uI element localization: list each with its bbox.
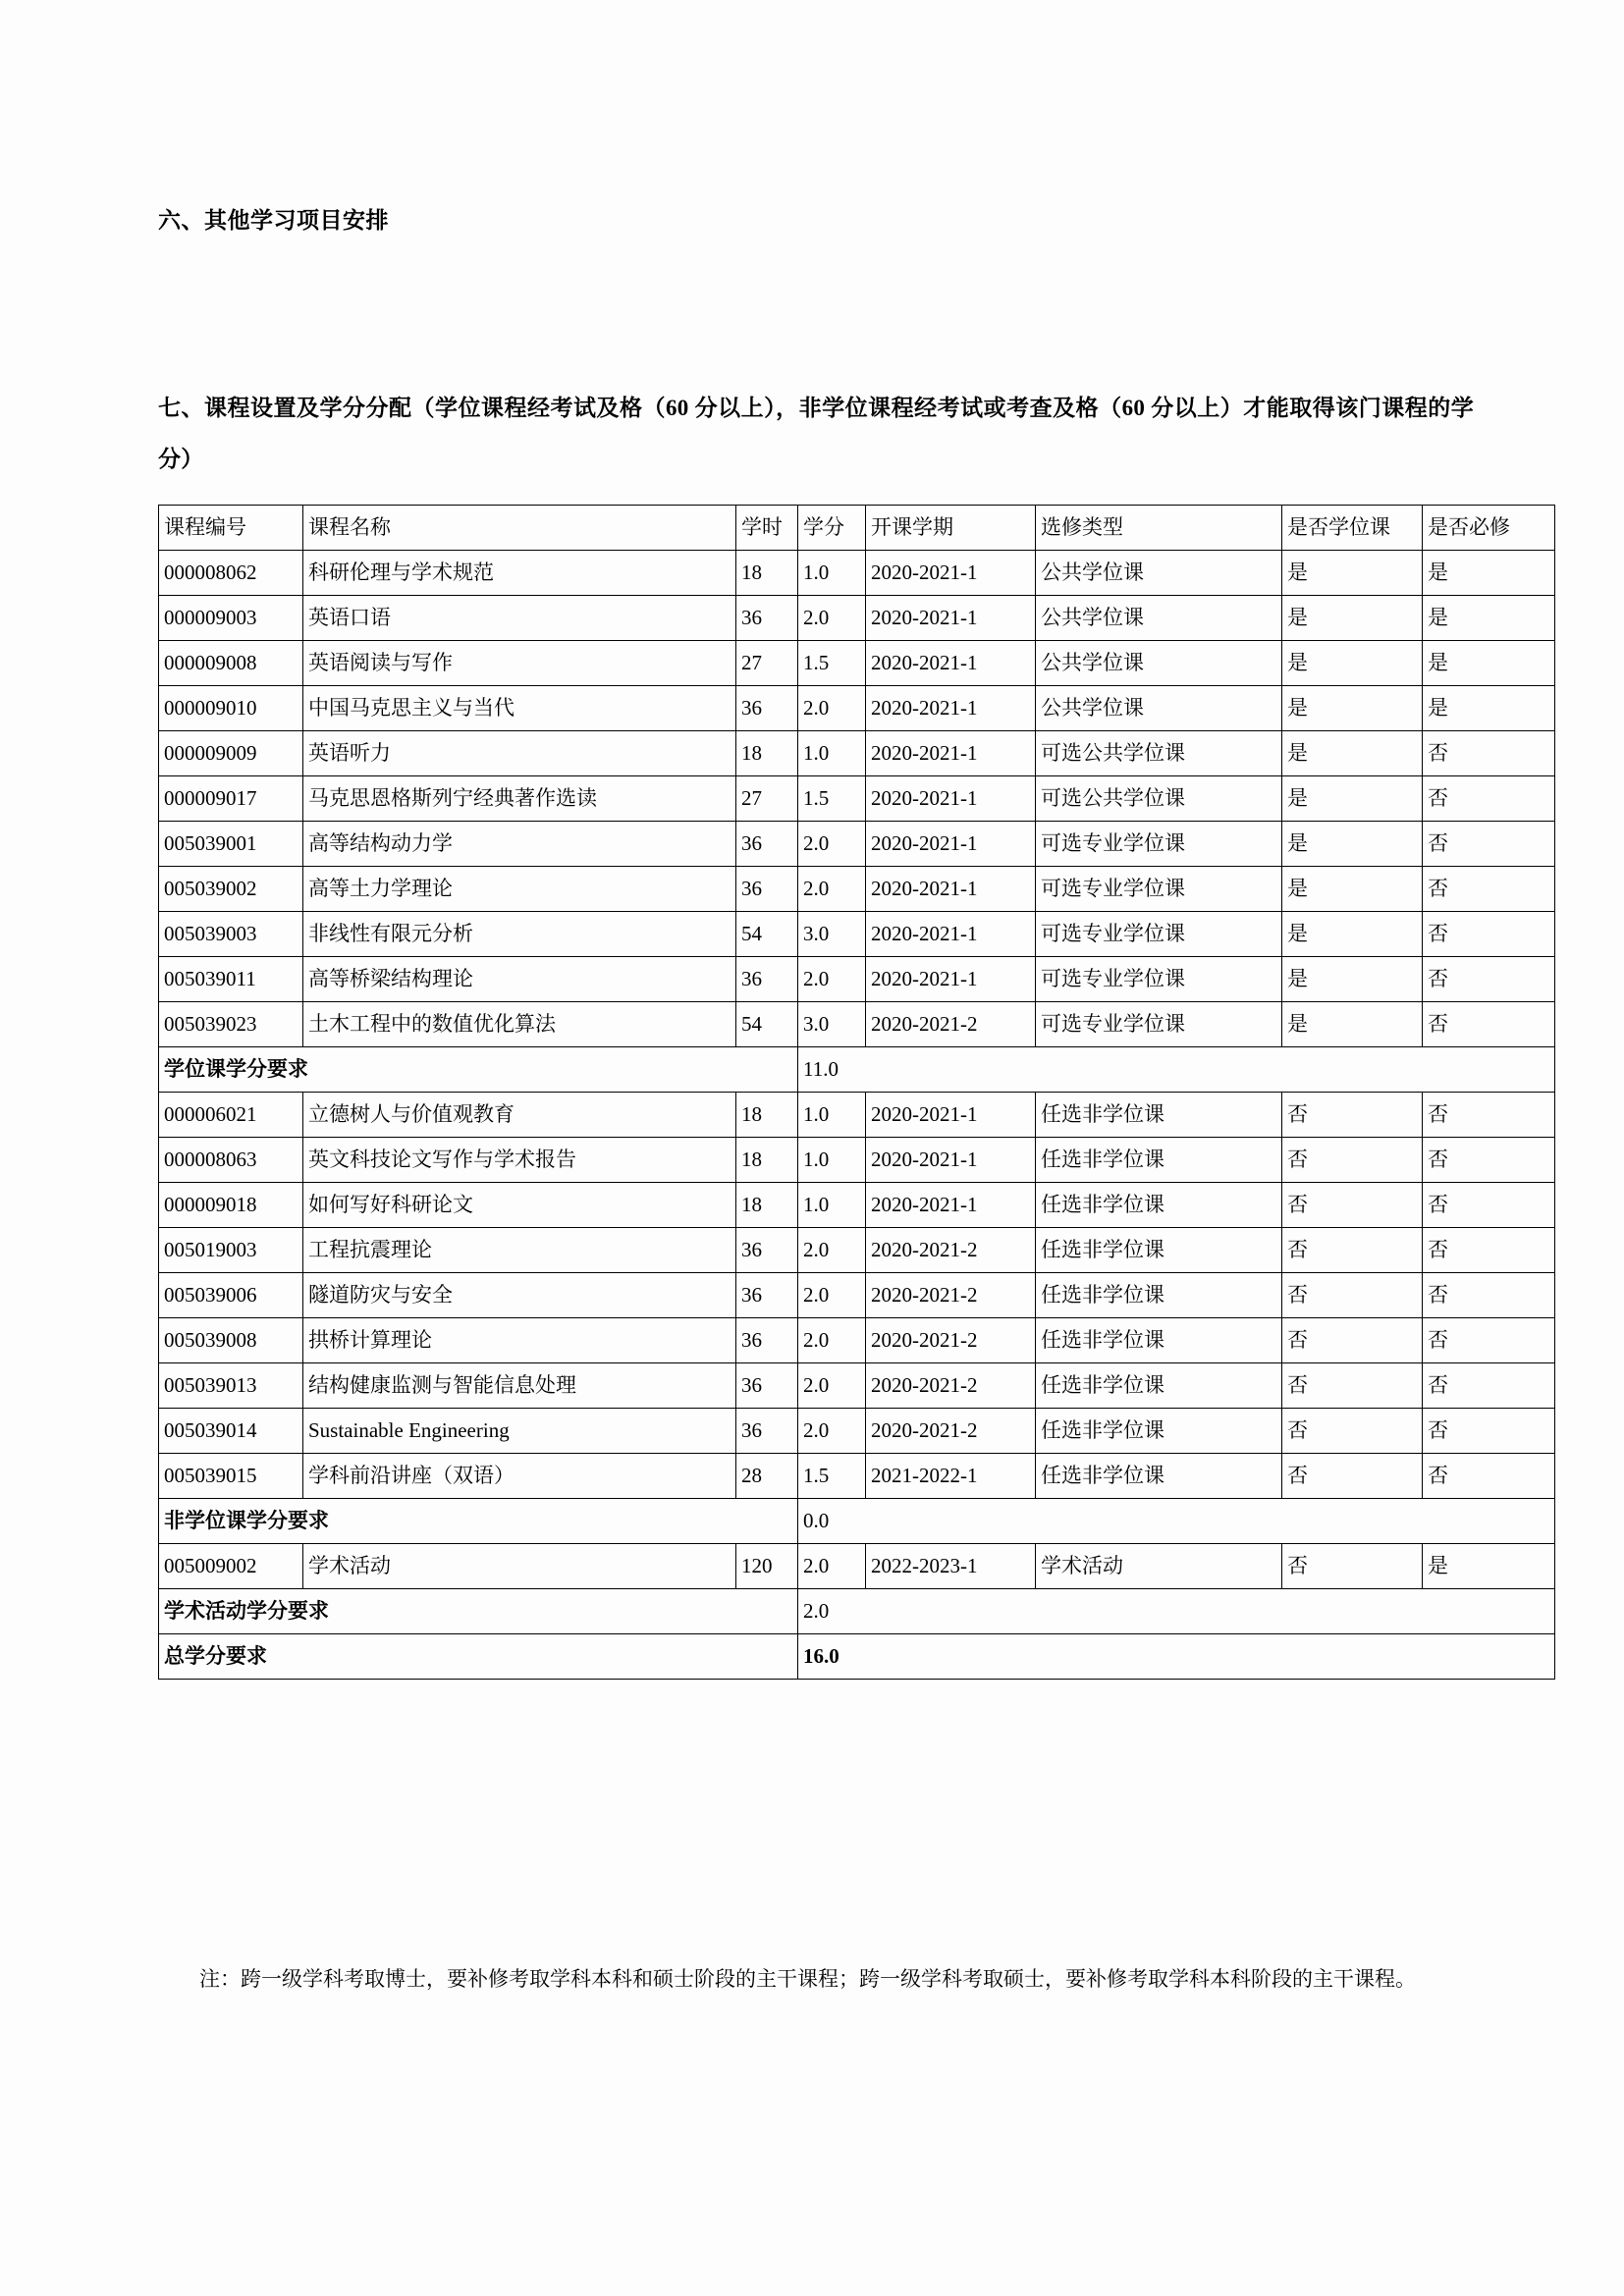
course-term: 2020-2021-2	[866, 1409, 1036, 1454]
course-credits: 1.0	[798, 1093, 866, 1138]
column-header-course-type: 选修类型	[1036, 506, 1282, 551]
is-required-course: 是	[1423, 596, 1555, 641]
table-row	[159, 1273, 1555, 1318]
is-required-course: 否	[1423, 1454, 1555, 1499]
table-row	[159, 776, 1555, 822]
course-term: 2020-2021-1	[866, 912, 1036, 957]
course-type: 任选非学位课	[1036, 1363, 1282, 1409]
course-code: 005039013	[159, 1363, 303, 1409]
course-hours: 36	[736, 867, 798, 912]
table-row	[159, 1138, 1555, 1183]
course-type: 学术活动	[1036, 1544, 1282, 1589]
is-required-course: 否	[1423, 776, 1555, 822]
course-credits: 2.0	[798, 1318, 866, 1363]
course-code: 005019003	[159, 1228, 303, 1273]
course-term: 2020-2021-1	[866, 596, 1036, 641]
is-degree-course: 否	[1282, 1183, 1423, 1228]
course-type: 公共学位课	[1036, 551, 1282, 596]
is-required-course: 是	[1423, 686, 1555, 731]
course-hours: 36	[736, 1363, 798, 1409]
course-hours: 54	[736, 1002, 798, 1047]
is-degree-course: 否	[1282, 1363, 1423, 1409]
table-row	[159, 1454, 1555, 1499]
is-degree-course: 是	[1282, 912, 1423, 957]
course-type: 任选非学位课	[1036, 1093, 1282, 1138]
course-type: 可选公共学位课	[1036, 776, 1282, 822]
is-required-course: 否	[1423, 912, 1555, 957]
course-credits: 3.0	[798, 912, 866, 957]
column-header-course-code: 课程编号	[159, 506, 303, 551]
is-required-course: 否	[1423, 957, 1555, 1002]
course-credits: 2.0	[798, 596, 866, 641]
course-name: 马克思恩格斯列宁经典著作选读	[303, 776, 736, 822]
is-required-course: 是	[1423, 551, 1555, 596]
course-hours: 120	[736, 1544, 798, 1589]
course-name: 高等土力学理论	[303, 867, 736, 912]
course-term: 2020-2021-1	[866, 686, 1036, 731]
course-type: 任选非学位课	[1036, 1454, 1282, 1499]
course-term: 2020-2021-2	[866, 1273, 1036, 1318]
table-row	[159, 551, 1555, 596]
course-term: 2020-2021-1	[866, 641, 1036, 686]
table-row	[159, 641, 1555, 686]
is-degree-course: 否	[1282, 1093, 1423, 1138]
course-name: 土木工程中的数值优化算法	[303, 1002, 736, 1047]
course-credits: 1.5	[798, 1454, 866, 1499]
course-term: 2020-2021-1	[866, 731, 1036, 776]
course-name: 中国马克思主义与当代	[303, 686, 736, 731]
course-name: 高等结构动力学	[303, 822, 736, 867]
is-required-course: 否	[1423, 1273, 1555, 1318]
course-name: 英语口语	[303, 596, 736, 641]
table-header-row	[159, 506, 1555, 551]
credit-requirement-label: 学位课学分要求	[159, 1047, 798, 1093]
column-header-course-credits: 学分	[798, 506, 866, 551]
course-term: 2020-2021-1	[866, 822, 1036, 867]
is-degree-course: 否	[1282, 1273, 1423, 1318]
section-seven-heading: 七、课程设置及学分分配（学位课程经考试及格（60 分以上），非学位课程经考试或考查及格（60 分以上）才能取得该门课程的学分）	[158, 396, 1474, 471]
course-credits: 2.0	[798, 1409, 866, 1454]
table-row	[159, 596, 1555, 641]
course-credits: 2.0	[798, 957, 866, 1002]
is-degree-course: 否	[1282, 1544, 1423, 1589]
course-code: 005039006	[159, 1273, 303, 1318]
course-code: 000008063	[159, 1138, 303, 1183]
course-type: 可选专业学位课	[1036, 867, 1282, 912]
course-credits: 2.0	[798, 1273, 866, 1318]
is-degree-course: 否	[1282, 1228, 1423, 1273]
credit-requirement-row	[159, 1047, 1555, 1093]
credit-requirement-value: 2.0	[798, 1589, 1555, 1634]
course-credits: 1.0	[798, 551, 866, 596]
course-type: 公共学位课	[1036, 686, 1282, 731]
footer-note: 注：跨一级学科考取博士，要补修考取学科本科和硕士阶段的主干课程；跨一级学科考取硕士，要补修考取学科本科阶段的主干课程。	[199, 1967, 1416, 1991]
course-hours: 54	[736, 912, 798, 957]
course-credits: 2.0	[798, 1363, 866, 1409]
course-term: 2020-2021-1	[866, 1093, 1036, 1138]
course-credits: 1.5	[798, 776, 866, 822]
course-name: 学术活动	[303, 1544, 736, 1589]
course-type: 任选非学位课	[1036, 1273, 1282, 1318]
course-hours: 18	[736, 1183, 798, 1228]
course-credits: 2.0	[798, 1228, 866, 1273]
credit-requirement-row	[159, 1499, 1555, 1544]
table-row	[159, 867, 1555, 912]
table-row	[159, 1318, 1555, 1363]
course-hours: 36	[736, 596, 798, 641]
course-code: 000009008	[159, 641, 303, 686]
course-name: 高等桥梁结构理论	[303, 957, 736, 1002]
course-term: 2020-2021-1	[866, 1183, 1036, 1228]
course-hours: 36	[736, 1228, 798, 1273]
course-hours: 36	[736, 822, 798, 867]
credit-requirement-value: 0.0	[798, 1499, 1555, 1544]
course-credits: 2.0	[798, 1544, 866, 1589]
is-degree-course: 是	[1282, 776, 1423, 822]
course-code: 005039023	[159, 1002, 303, 1047]
table-row	[159, 731, 1555, 776]
course-type: 公共学位课	[1036, 596, 1282, 641]
table-row	[159, 1409, 1555, 1454]
course-code: 000009018	[159, 1183, 303, 1228]
course-credits: 2.0	[798, 867, 866, 912]
table-row	[159, 822, 1555, 867]
course-hours: 18	[736, 731, 798, 776]
total-credits-row	[159, 1634, 1555, 1680]
credit-requirement-value: 11.0	[798, 1047, 1555, 1093]
course-type: 任选非学位课	[1036, 1138, 1282, 1183]
course-name: 工程抗震理论	[303, 1228, 736, 1273]
course-hours: 36	[736, 686, 798, 731]
is-required-course: 否	[1423, 1409, 1555, 1454]
course-credits: 1.0	[798, 731, 866, 776]
course-code: 005039015	[159, 1454, 303, 1499]
course-name: 拱桥计算理论	[303, 1318, 736, 1363]
course-term: 2020-2021-1	[866, 867, 1036, 912]
is-degree-course: 是	[1282, 551, 1423, 596]
course-name: 隧道防灾与安全	[303, 1273, 736, 1318]
course-table	[158, 505, 1555, 1680]
course-name: 非线性有限元分析	[303, 912, 736, 957]
course-name: 学科前沿讲座（双语）	[303, 1454, 736, 1499]
is-required-course: 否	[1423, 1363, 1555, 1409]
course-code: 000009009	[159, 731, 303, 776]
is-degree-course: 是	[1282, 641, 1423, 686]
column-header-course-term: 开课学期	[866, 506, 1036, 551]
is-required-course: 否	[1423, 822, 1555, 867]
is-degree-course: 否	[1282, 1454, 1423, 1499]
course-credits: 1.0	[798, 1183, 866, 1228]
course-credits: 1.5	[798, 641, 866, 686]
is-degree-course: 是	[1282, 957, 1423, 1002]
course-credits: 2.0	[798, 686, 866, 731]
is-required-course: 否	[1423, 1002, 1555, 1047]
course-credits: 2.0	[798, 822, 866, 867]
is-degree-course: 是	[1282, 686, 1423, 731]
course-type: 任选非学位课	[1036, 1318, 1282, 1363]
is-required-course: 是	[1423, 641, 1555, 686]
table-row	[159, 1183, 1555, 1228]
course-hours: 36	[736, 1273, 798, 1318]
is-required-course: 否	[1423, 867, 1555, 912]
course-code: 000006021	[159, 1093, 303, 1138]
course-term: 2020-2021-2	[866, 1363, 1036, 1409]
is-degree-course: 是	[1282, 596, 1423, 641]
table-row	[159, 1002, 1555, 1047]
is-required-course: 否	[1423, 1183, 1555, 1228]
course-type: 任选非学位课	[1036, 1228, 1282, 1273]
section-six-heading: 六、其他学习项目安排	[158, 208, 389, 233]
course-type: 公共学位课	[1036, 641, 1282, 686]
course-term: 2022-2023-1	[866, 1544, 1036, 1589]
table-row	[159, 912, 1555, 957]
table-row	[159, 1228, 1555, 1273]
is-degree-course: 否	[1282, 1409, 1423, 1454]
course-credits: 1.0	[798, 1138, 866, 1183]
credit-requirement-label: 总学分要求	[159, 1634, 798, 1680]
credit-requirement-label: 学术活动学分要求	[159, 1589, 798, 1634]
column-header-course-hours: 学时	[736, 506, 798, 551]
is-required-course: 否	[1423, 1138, 1555, 1183]
course-code: 005039001	[159, 822, 303, 867]
is-degree-course: 是	[1282, 1002, 1423, 1047]
course-term: 2020-2021-1	[866, 1138, 1036, 1183]
is-degree-course: 否	[1282, 1138, 1423, 1183]
course-type: 可选专业学位课	[1036, 912, 1282, 957]
course-code: 005039014	[159, 1409, 303, 1454]
course-hours: 36	[736, 1318, 798, 1363]
is-required-course: 否	[1423, 731, 1555, 776]
is-required-course: 是	[1423, 1544, 1555, 1589]
credit-requirement-label: 非学位课学分要求	[159, 1499, 798, 1544]
column-header-course-name: 课程名称	[303, 506, 736, 551]
course-term: 2020-2021-2	[866, 1318, 1036, 1363]
course-name: 如何写好科研论文	[303, 1183, 736, 1228]
course-code: 005039008	[159, 1318, 303, 1363]
course-hours: 18	[736, 551, 798, 596]
course-type: 可选公共学位课	[1036, 731, 1282, 776]
course-type: 可选专业学位课	[1036, 957, 1282, 1002]
column-header-is-required-course: 是否必修	[1423, 506, 1555, 551]
course-term: 2020-2021-1	[866, 551, 1036, 596]
course-term: 2020-2021-1	[866, 776, 1036, 822]
column-header-is-degree-course: 是否学位课	[1282, 506, 1423, 551]
course-type: 任选非学位课	[1036, 1409, 1282, 1454]
credit-requirement-row	[159, 1589, 1555, 1634]
is-required-course: 否	[1423, 1093, 1555, 1138]
course-type: 可选专业学位课	[1036, 1002, 1282, 1047]
is-degree-course: 是	[1282, 822, 1423, 867]
table-row	[159, 1363, 1555, 1409]
credit-requirement-value: 16.0	[798, 1634, 1555, 1680]
course-term: 2020-2021-2	[866, 1228, 1036, 1273]
course-hours: 18	[736, 1138, 798, 1183]
course-hours: 28	[736, 1454, 798, 1499]
course-term: 2020-2021-2	[866, 1002, 1036, 1047]
course-hours: 36	[736, 1409, 798, 1454]
course-name: 英语听力	[303, 731, 736, 776]
table-row	[159, 1544, 1555, 1589]
is-required-course: 否	[1423, 1318, 1555, 1363]
course-name: 立德树人与价值观教育	[303, 1093, 736, 1138]
course-code: 000009003	[159, 596, 303, 641]
course-name: 英语阅读与写作	[303, 641, 736, 686]
course-hours: 27	[736, 641, 798, 686]
course-name: 科研伦理与学术规范	[303, 551, 736, 596]
course-hours: 18	[736, 1093, 798, 1138]
course-code: 000009010	[159, 686, 303, 731]
course-name: Sustainable Engineering	[303, 1409, 736, 1454]
course-code: 005039003	[159, 912, 303, 957]
course-credits: 3.0	[798, 1002, 866, 1047]
course-code: 000009017	[159, 776, 303, 822]
course-hours: 27	[736, 776, 798, 822]
table-row	[159, 957, 1555, 1002]
course-name: 英文科技论文写作与学术报告	[303, 1138, 736, 1183]
is-degree-course: 是	[1282, 867, 1423, 912]
course-code: 000008062	[159, 551, 303, 596]
course-code: 005039002	[159, 867, 303, 912]
course-table-container	[158, 505, 1510, 1680]
course-term: 2021-2022-1	[866, 1454, 1036, 1499]
is-degree-course: 是	[1282, 731, 1423, 776]
course-code: 005009002	[159, 1544, 303, 1589]
course-type: 任选非学位课	[1036, 1183, 1282, 1228]
course-code: 005039011	[159, 957, 303, 1002]
course-term: 2020-2021-1	[866, 957, 1036, 1002]
course-type: 可选专业学位课	[1036, 822, 1282, 867]
is-degree-course: 否	[1282, 1318, 1423, 1363]
course-name: 结构健康监测与智能信息处理	[303, 1363, 736, 1409]
table-row	[159, 686, 1555, 731]
table-row	[159, 1093, 1555, 1138]
course-hours: 36	[736, 957, 798, 1002]
is-required-course: 否	[1423, 1228, 1555, 1273]
